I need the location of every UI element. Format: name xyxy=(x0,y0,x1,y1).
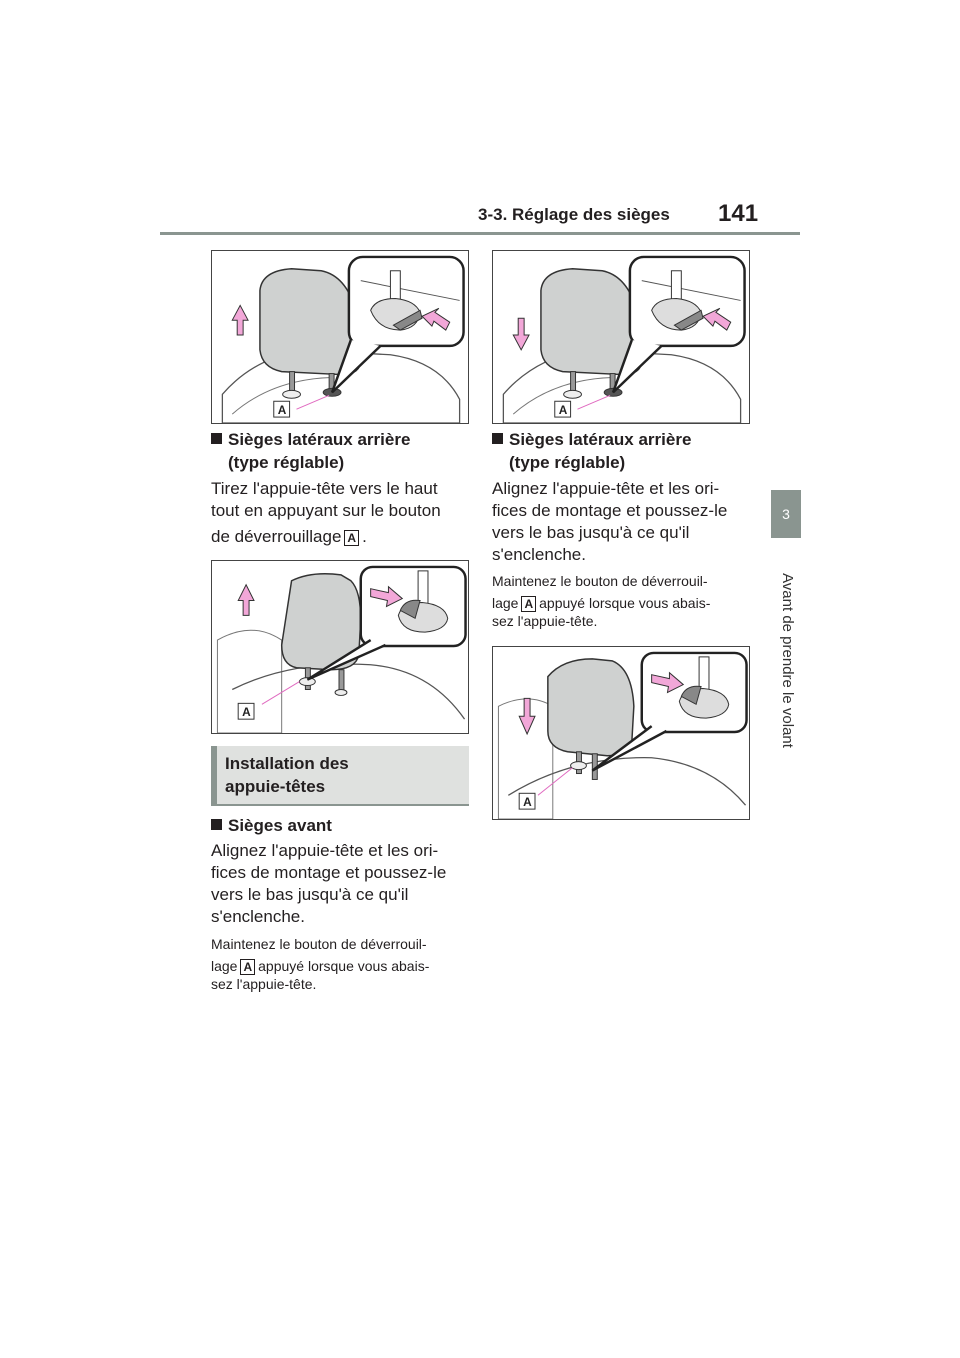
label-a: A xyxy=(240,959,255,975)
figure-label: A xyxy=(242,705,251,720)
section-title: 3-3. Réglage des sièges xyxy=(478,205,670,224)
chapter-number: 3 xyxy=(782,506,790,522)
square-bullet-icon xyxy=(211,819,222,830)
note-text: Maintenez le bouton de déverrouil- lage A appuyé lorsque vous abais- sez l'appuie-tête. xyxy=(211,936,430,992)
chapter-tab xyxy=(771,490,801,538)
figure-label: A xyxy=(277,403,287,418)
instruction-text: Alignez l'appuie-tête et les ori- fices de montage et poussez-le vers le bas jusqu'à ce qu'il s'enclenche. xyxy=(211,841,447,926)
label-a: A xyxy=(344,530,359,546)
subheading-rear-seats: Sièges latéraux arrière (type réglable) xyxy=(492,428,757,474)
figure-label: A xyxy=(523,795,532,810)
label-a: A xyxy=(521,596,536,612)
figure-label: A xyxy=(558,403,568,418)
chapter-side-title: Avant de prendre le volant xyxy=(778,572,796,748)
subheading-rear-seats: Sièges latéraux arrière (type réglable) xyxy=(211,428,471,474)
figure-front-seat-pull-up xyxy=(211,560,469,734)
figure-rear-seat-pull-up xyxy=(211,250,469,424)
instruction-text: Tirez l'appuie-tête vers le haut tout en appuyant sur le bouton de déverrouillage A . xyxy=(211,479,441,546)
header-rule xyxy=(160,232,800,235)
figure-rear-seat-lower xyxy=(492,646,750,820)
note-text: Maintenez le bouton de déverrouil- lage A appuyé lorsque vous abais- sez l'appuie-tête. xyxy=(492,573,711,629)
subheading-front-seats: Sièges avant xyxy=(211,814,471,837)
section-header-installation: Installation des appuie-têtes xyxy=(211,746,469,806)
square-bullet-icon xyxy=(211,433,222,444)
figure-rear-seat-push-down xyxy=(492,250,750,424)
square-bullet-icon xyxy=(492,433,503,444)
page-number: 141 xyxy=(718,200,759,227)
instruction-text: Alignez l'appuie-tête et les ori- fices de montage et poussez-le vers le bas jusqu'à ce qu'il s'enclenche. xyxy=(492,479,728,564)
